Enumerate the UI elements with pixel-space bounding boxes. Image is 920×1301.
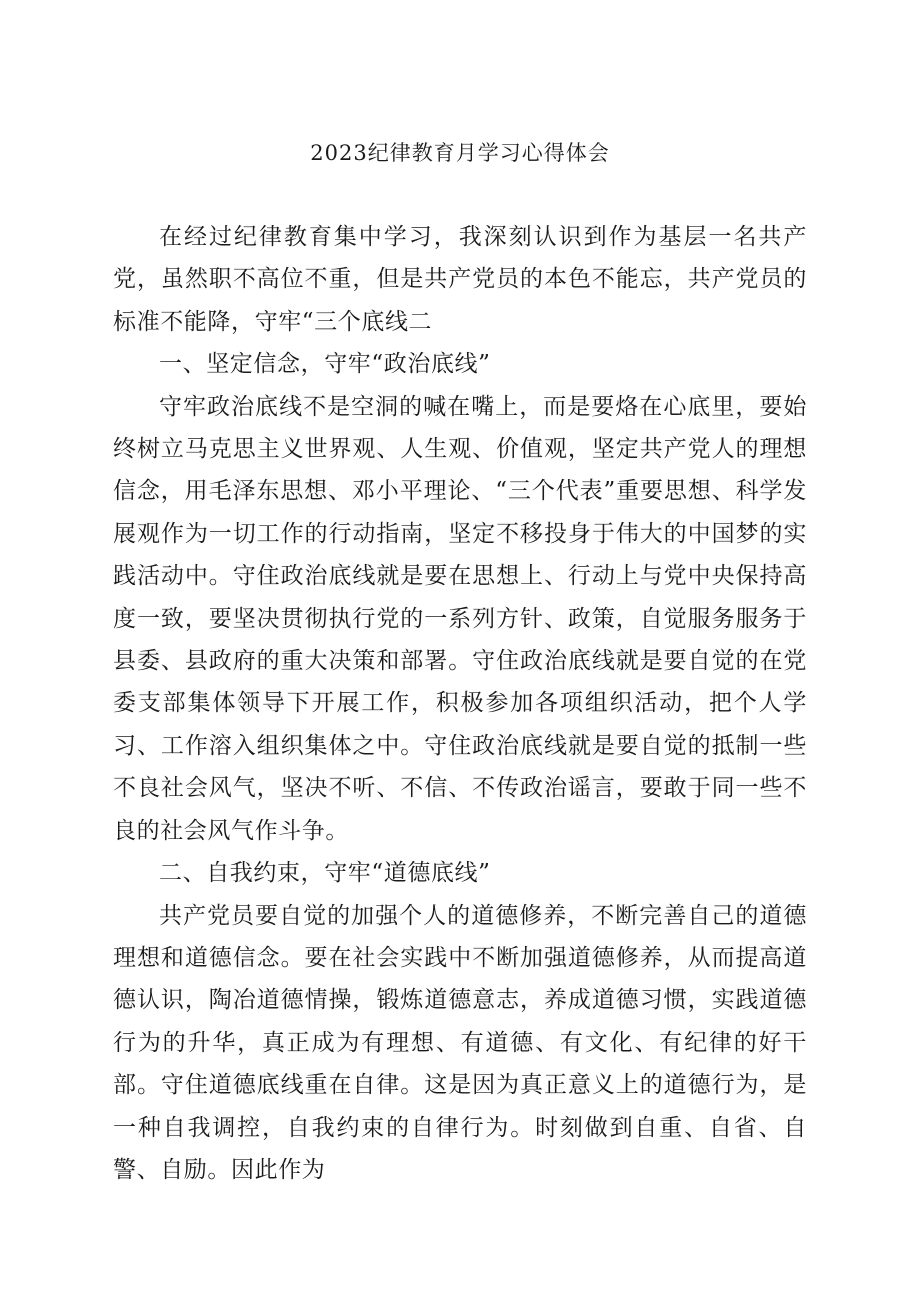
political-paragraph: 守牢政治底线不是空洞的喊在嘴上，而是要烙在心底里，要始终树立马克思主义世界观、人生观、价值观，坚定共产党人的理想信念，用毛泽东思想、邓小平理论、“三个代表”重要思想、科学发展观作为一切工作的行动指南，坚定不移投身于伟大的中国梦的实践活动中。守住政治底线就是要在思想上、行动上与党中央保持高度一致，要坚决贯彻执行党的一系列方针、政策，自觉服务服务于县委、县政府的重大决策和部署。守住政治底线就是要自觉的在党委支部集体领导下开展工作，积极参加各项组织活动，把个人学习、工作溶入组织集体之中。守住政治底线就是要自觉的抵制一些不良社会风气，坚决不听、不信、不传政治谣言，要敢于同一些不良的社会风气作斗争。 [113, 393, 807, 844]
moral-paragraph: 共产党员要自觉的加强个人的道德修养，不断完善自己的道德理想和道德信念。要在社会实践中不断加强道德修养，从而提高道德认识，陶冶道德情操，锻炼道德意志，养成道德习惯，实践道德行为的升华，真正成为有理想、有道德、有文化、有纪律的好干部。守住道德底线重在自律。这是因为真正意义上的道德行为，是一种自我调控，自我约束的自律行为。时刻做到自重、自省、自警、自励。因此作为 [113, 902, 807, 1183]
document-title: 2023纪律教育月学习心得体会 [310, 141, 610, 165]
section-heading-political: 一、坚定信念，守牢“政治底线” [159, 351, 491, 378]
intro-paragraph: 在经过纪律教育集中学习，我深刻认识到作为基层一名共产党，虽然职不高位不重，但是共产党员的本色不能忘，共产党员的标准不能降，守牢“三个底线二 [113, 224, 807, 335]
document-body [113, 216, 807, 1191]
section-heading-moral: 二、自我约束，守牢“道德底线” [159, 860, 491, 887]
